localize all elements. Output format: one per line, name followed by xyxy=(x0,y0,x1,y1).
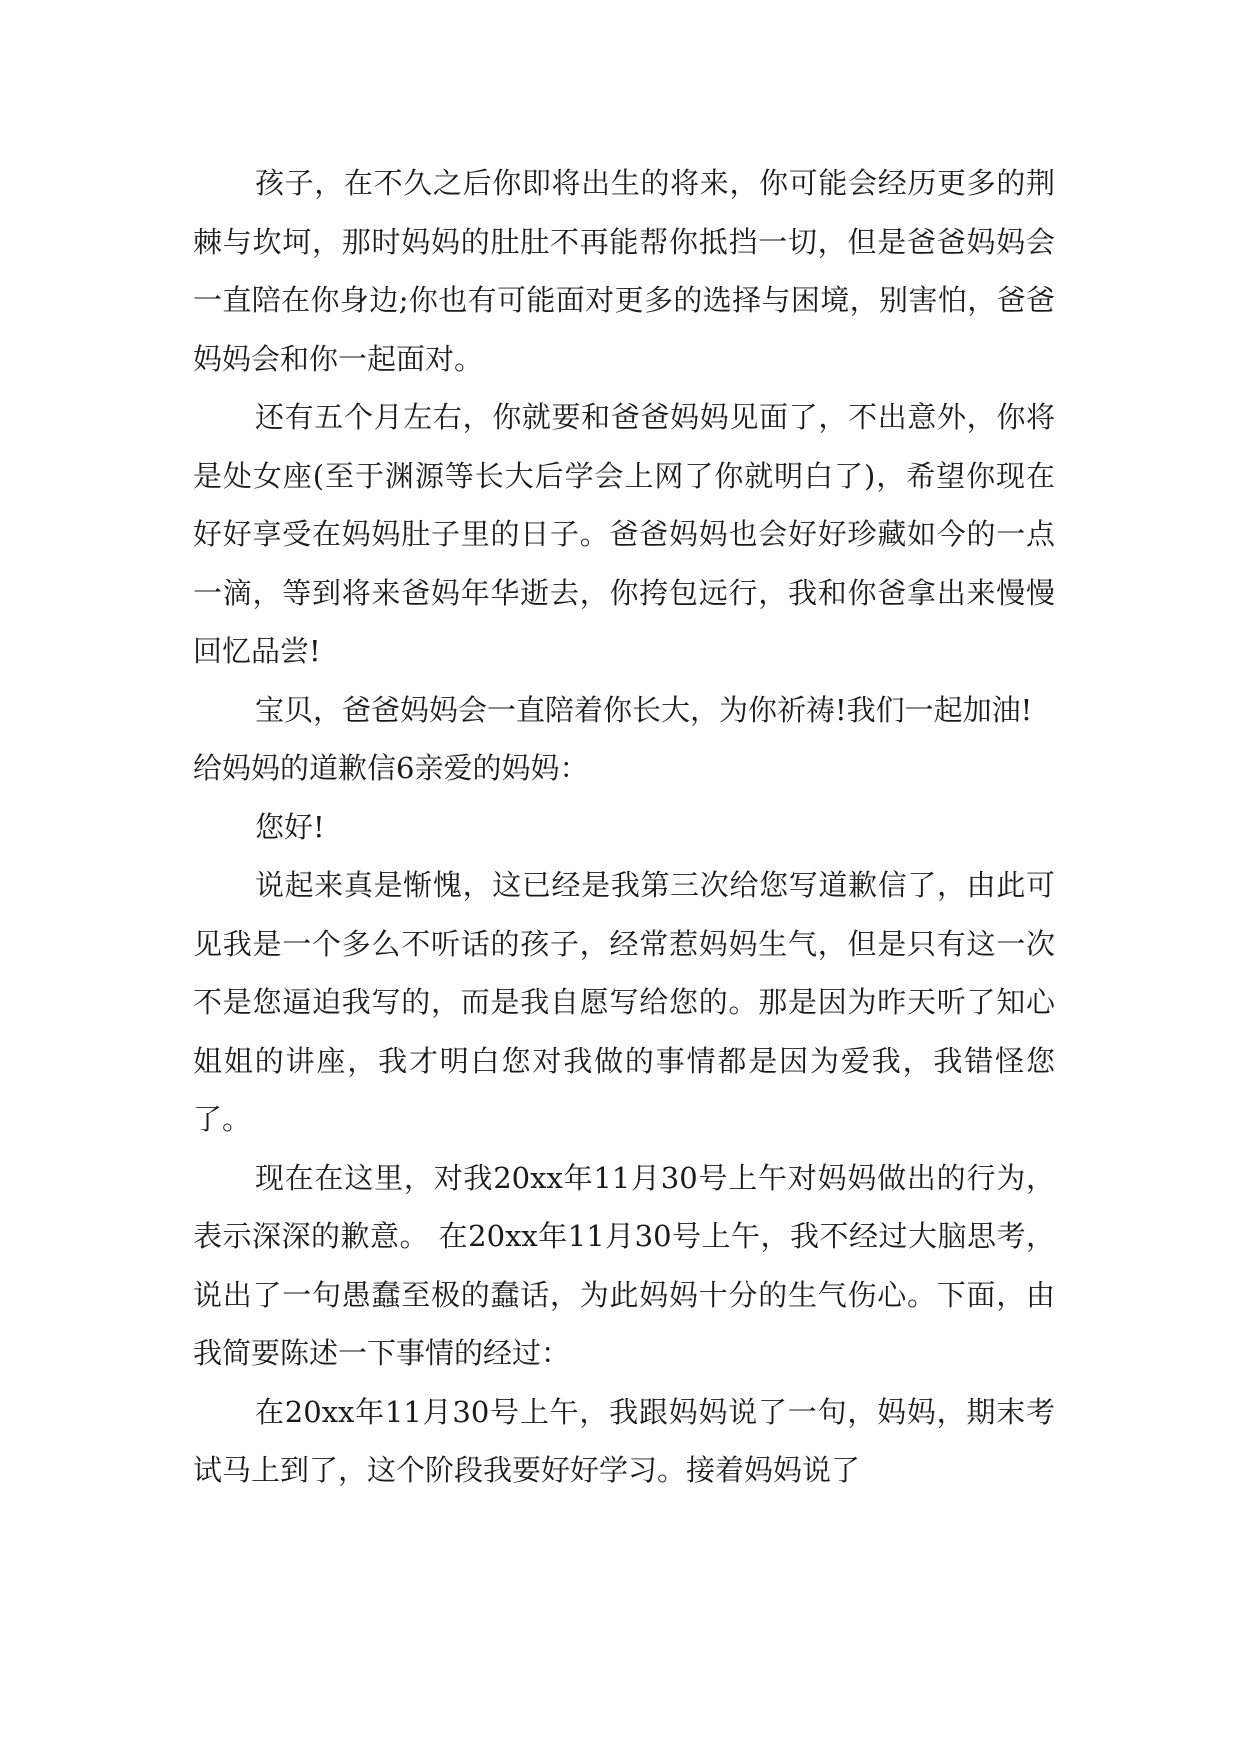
paragraph-6: 说起来真是惭愧，这已经是我第三次给您写道歉信了，由此可见我是一个多么不听话的孩子，经常惹妈妈生气，但是只有这一次不是您逼迫我写的，而是我自愿写给您的。那是因为昨天听了知心姐姐的讲座，我才明白您对我做的事情都是因为爱我，我错怪您了。 xyxy=(193,868,1055,1136)
paragraph-1: 孩子，在不久之后你即将出生的将来，你可能会经历更多的荆棘与坎坷，那时妈妈的肚肚不再能帮你抵挡一切，但是爸爸妈妈会一直陪在你身边;你也有可能面对更多的选择与困境，别害怕，爸爸妈妈会和你一起面对。 xyxy=(193,166,1055,376)
letter-heading: 给妈妈的道歉信6亲爱的妈妈： xyxy=(193,751,589,785)
paragraph-2: 还有五个月左右，你就要和爸爸妈妈见面了，不出意外，你将是处女座(至于渊源等长大后学会上网了你就明白了)，希望你现在好好享受在妈妈肚子里的日子。爸爸妈妈也会好好珍藏如今的一点一滴，等到将来爸妈年华逝去，你挎包远行，我和你爸拿出来慢慢回忆品尝! xyxy=(193,400,1055,668)
greeting: 您好! xyxy=(255,809,325,844)
paragraph-7: 现在在这里，对我20xx年11月30号上午对妈妈做出的行为，表示深深的歉意。 在20xx年11月30号上午，我不经过大脑思考，说出了一句愚蠢至极的蠢话，为此妈妈十分的生气伤心。下面，由我简要陈述一下事情的经过： xyxy=(193,1160,1055,1370)
document-body xyxy=(193,154,1055,1500)
paragraph-3: 宝贝，爸爸妈妈会一直陪着你长大，为你祈祷!我们一起加油! xyxy=(255,692,1033,727)
paragraph-8: 在20xx年11月30号上午，我跟妈妈说了一句，妈妈，期末考试马上到了，这个阶段我要好好学习。接着妈妈说了 xyxy=(193,1394,1055,1487)
